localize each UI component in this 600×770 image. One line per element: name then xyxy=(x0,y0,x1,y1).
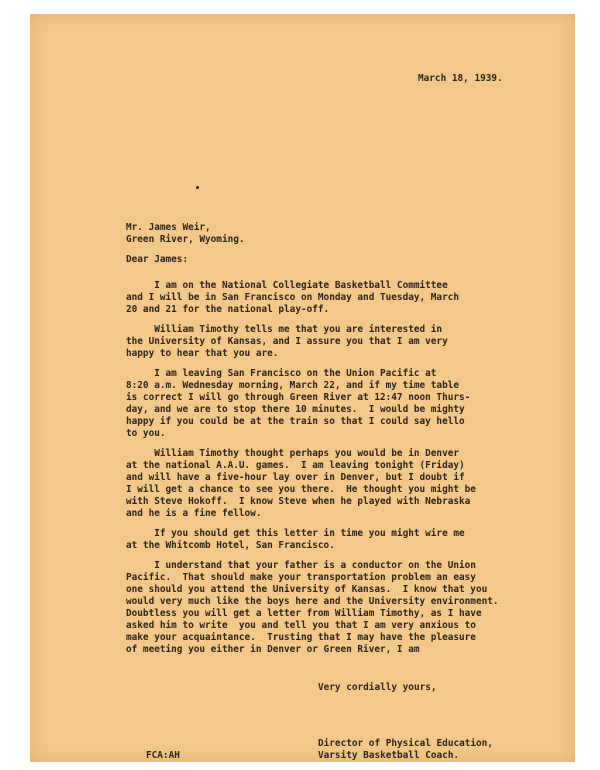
signature-block xyxy=(318,738,493,762)
signature-role: Varsity Basketball Coach. xyxy=(318,750,460,761)
closing: Very cordially yours, xyxy=(318,682,437,693)
paragraph-5: If you should get this letter in time you might wire me at the Whitcomb Hotel, San Francisco. xyxy=(126,528,465,551)
paragraph-2: William Timothy tells me that you are interested in the University of Kansas, and I assure you that I am very happy to hear that you are. xyxy=(126,324,448,359)
paragraph-1: I am on the National Collegiate Basketball Committee and I will be in San Francisco on Monday and Tuesday, March 20 and 21 for the national play-off. xyxy=(126,280,460,315)
salutation: Dear James: xyxy=(126,254,189,265)
letter-page xyxy=(30,14,575,762)
paragraph-4: William Timothy thought perhaps you would be in Denver at the national A.A.U. games. I am leaving tonight (Friday) and will have a five-hour lay over in Denver, but I doubt if I will get a chance to see you there. He thought you might be with Steve Hokoff. I know Steve when he played with Nebraska and he is a fine fellow. xyxy=(126,448,476,519)
paragraph-3: I am leaving San Francisco on the Union Pacific at 8:20 a.m. Wednesday morning, March 22, and if my time table is correct I will go through Green River at 12:47 noon Thurs- day, and we are to stop there 10 minutes. I would be mighty happy if you could be at the train so that I could say hello to you. xyxy=(126,368,471,439)
typist-initials: FCA:AH xyxy=(146,750,180,761)
ink-dot xyxy=(196,186,199,189)
paragraph-6: I understand that your father is a conductor on the Union Pacific. That should make your transportation problem an easy one should you attend the University of Kansas. I know that you would very much like the boys here and the University environment. Doubtless you will get a letter from William Timothy, as I have asked him to write you and tell you that I am very anxious to make your acquaintance. Trusting that I may have the pleasure of meeting you either in Denver or Green River, I am xyxy=(126,560,499,655)
recipient-city: Green River, Wyoming. xyxy=(126,234,245,245)
recipient-address xyxy=(126,222,245,246)
recipient-name: Mr. James Weir, xyxy=(126,222,211,233)
letter-date: March 18, 1939. xyxy=(418,73,503,84)
signature-title: Director of Physical Education, xyxy=(318,738,493,749)
